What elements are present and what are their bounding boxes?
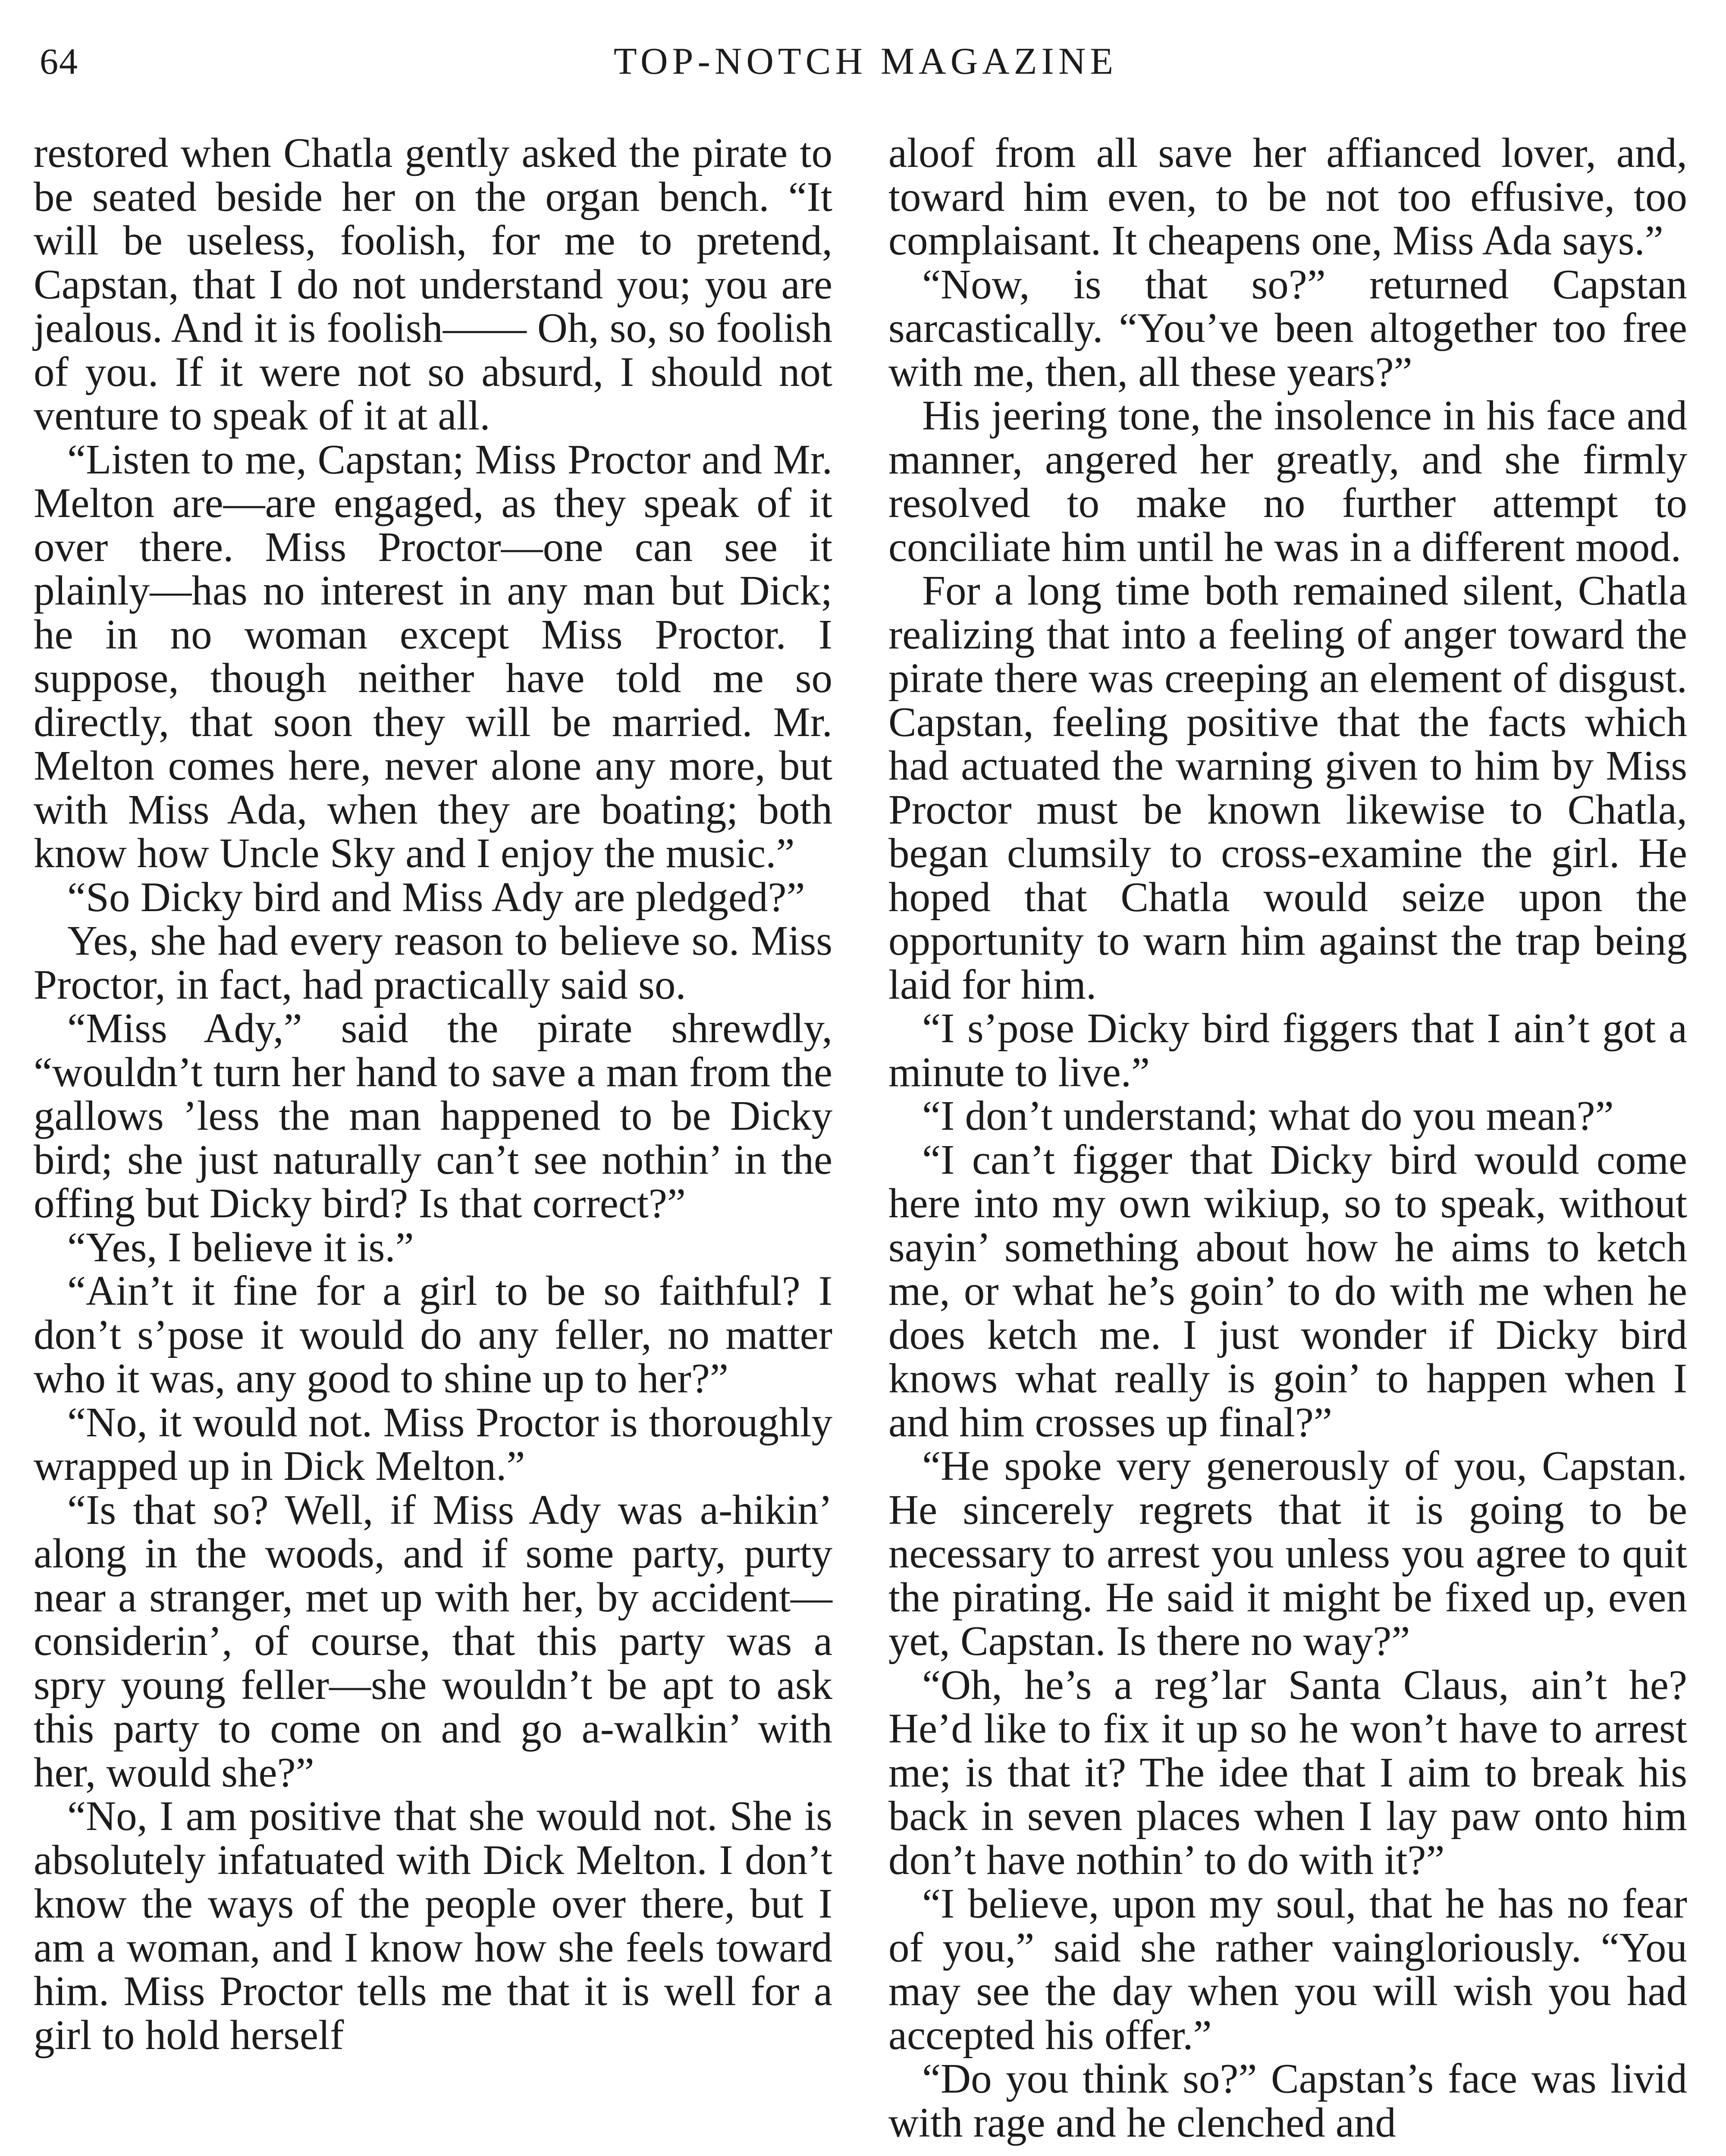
paragraph: restored when Chatla gently asked the pirate to be seated beside her on the organ bench. “It will be useless, foolish, for me to pretend, Capstan, that I do not understand you; you are jealous. And it is foolish—— Oh, so, so foolish of you. If it were not so absurd, I should not venture to speak of it at all. [34, 130, 832, 439]
running-title: TOP-NOTCH MAGAZINE [613, 41, 1118, 82]
paragraph: “Do you think so?” Capstan’s face was livid with rage and he clenched and [888, 2056, 1687, 2146]
paragraph: “Is that so? Well, if Miss Ady was a-hikin’ along in the woods, and if some party, purty near a stranger, met up with her, by accident—considerin’, of course, that this party was a spry young feller—she wouldn’t be apt to ask this party to come on and go a-walkin’ with her, would she?” [34, 1486, 832, 1796]
right-column [888, 131, 1687, 2144]
paragraph: Yes, she had every reason to believe so. Miss Proctor, in fact, had practically said so. [34, 918, 832, 1008]
paragraph: “Now, is that so?” returned Capstan sarcastically. “You’ve been altogether too free with me, then, all these years?” [888, 261, 1687, 395]
paragraph: “I s’pose Dicky bird figgers that I ain’t got a minute to live.” [888, 1005, 1687, 1095]
paragraph: “I believe, upon my soul, that he has no fear of you,” said she rather vaingloriously. “You may see the day when you will wish you had accepted his offer.” [888, 1880, 1687, 2058]
paragraph: For a long time both remained silent, Chatla realizing that into a feeling of anger toward the pirate there was creeping an element of disgust. Capstan, feeling positive that the facts which had actuated the warning given to him by Miss Proctor must be known likewise to Chatla, began clumsily to cross-examine the girl. He hoped that Chatla would seize upon the opportunity to warn him against the trap being laid for him. [888, 567, 1687, 1008]
paragraph: “Ain’t it fine for a girl to be so faithful? I don’t s’pose it would do any feller, no matter who it was, any good to shine up to her?” [34, 1268, 832, 1401]
paragraph: “Oh, he’s a reg’lar Santa Claus, ain’t he? He’d like to fix it up so he won’t have to arrest me; is that it? The idee that I aim to break his back in seven places when I lay paw onto him don’t have nothin’ to do with it?” [888, 1661, 1687, 1883]
paragraph: “He spoke very generously of you, Capstan. He sincerely regrets that it is going to be necessary to arrest you unless you agree to quit the pirating. He said it might be fixed up, even yet, Capstan. Is there no way?” [888, 1443, 1687, 1664]
paragraph: “I don’t understand; what do you mean?” [922, 1093, 1614, 1139]
paragraph: “So Dicky bird and Miss Ady are pledged?” [67, 874, 805, 920]
paragraph: aloof from all save her affianced lover, and, toward him even, to be not too effusive, too complaisant. It cheapens one, Miss Ada says.” [888, 130, 1687, 263]
page-header [40, 40, 1691, 104]
paragraph: “No, I am positive that she would not. She is absolutely infatuated with Dick Melton. I don’t know the ways of the people over there, but I am a woman, and I know how she feels toward him. Miss Proctor tells me that it is well for a girl to hold herself [34, 1793, 832, 2058]
paragraph: “Yes, I believe it is.” [67, 1224, 414, 1270]
paragraph: “No, it would not. Miss Proctor is thoroughly wrapped up in Dick Melton.” [34, 1399, 832, 1489]
paragraph: “Miss Ady,” said the pirate shrewdly, “wouldn’t turn her hand to save a man from the gallows ’less the man happened to be Dicky bird; she just naturally can’t see nothin’ in the offing but Dicky bird? Is that correct?” [34, 1005, 832, 1226]
paragraph: His jeering tone, the insolence in his face and manner, angered her greatly, and she firmly resolved to make no further attempt to conciliate him until he was in a different mood. [888, 392, 1687, 570]
paragraph: “I can’t figger that Dicky bird would come here into my own wikiup, so to speak, without sayin’ something about how he aims to ketch me, or what he’s goin’ to do with me when he does ketch me. I just wonder if Dicky bird knows what really is goin’ to happen when I and him crosses up final?” [888, 1136, 1687, 1445]
paragraph: “Listen to me, Capstan; Miss Proctor and Mr. Melton are—are engaged, as they speak of it over there. Miss Proctor—one can see it plainly—has no interest in any man but Dick; he in no woman except Miss Proctor. I suppose, though neither have told me so directly, that soon they will be married. Mr. Melton comes here, never alone any more, but with Miss Ada, when they are boating; both know how Uncle Sky and I enjoy the music.” [34, 436, 832, 876]
left-column [34, 131, 832, 2057]
page-number: 64 [40, 41, 78, 82]
